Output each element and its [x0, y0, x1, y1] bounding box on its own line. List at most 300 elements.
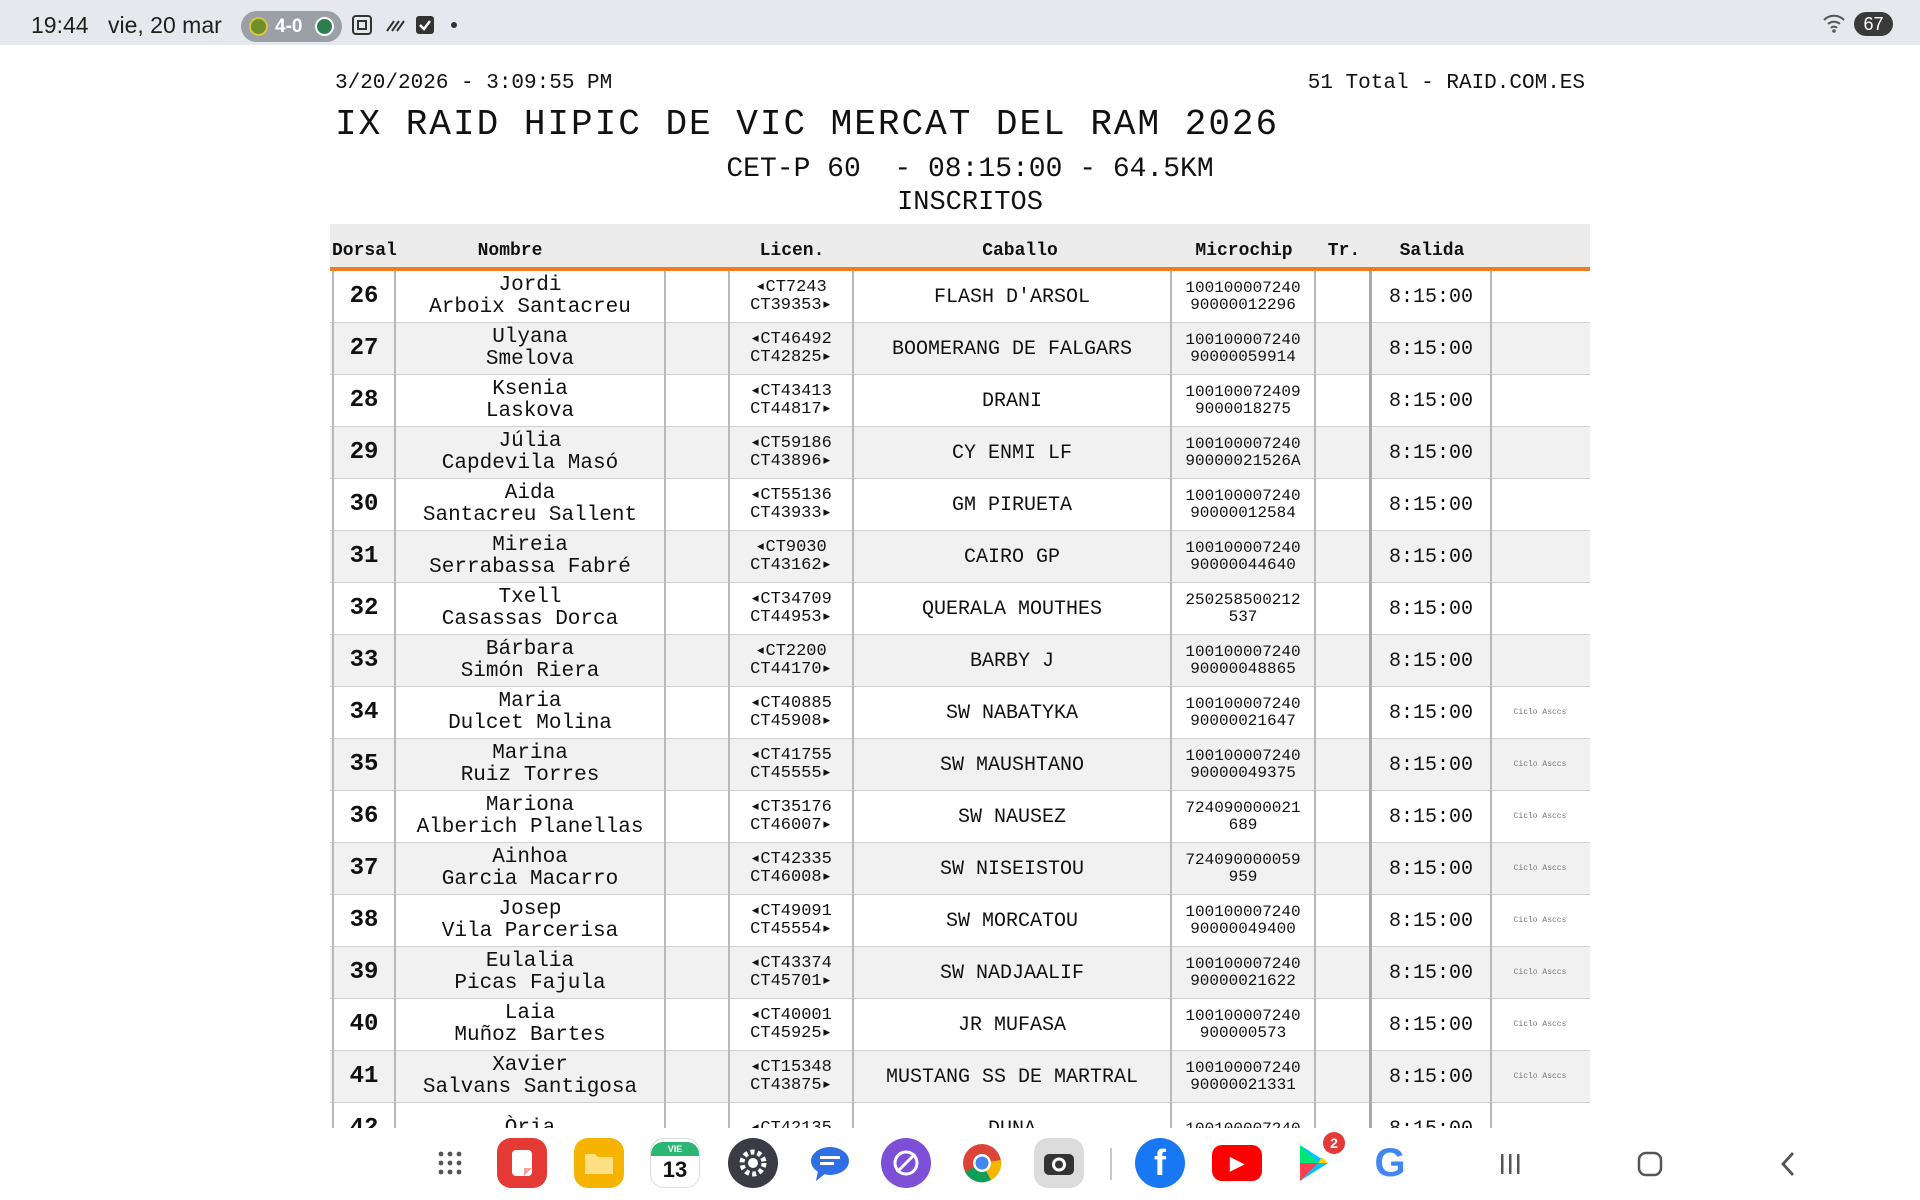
team-home-crest-icon — [249, 17, 268, 36]
microchip-line-2: 90000049375 — [1190, 764, 1296, 782]
note-cell — [1492, 271, 1588, 323]
microchip-line-2: 90000059914 — [1190, 348, 1296, 366]
horse-cell — [854, 895, 1172, 947]
microchip-cell — [1172, 895, 1316, 947]
horse-cell — [854, 791, 1172, 843]
license-cell — [730, 375, 854, 427]
table-row — [330, 271, 1590, 323]
rider-first-name: Marina — [492, 741, 568, 765]
rider-last-name: Smelova — [485, 348, 575, 371]
start-time-cell — [1372, 791, 1492, 843]
horse-name: SW NISEISTOU — [939, 857, 1085, 881]
dorsal-cell — [332, 375, 396, 427]
horse-cell — [854, 687, 1172, 739]
note-cell — [1492, 531, 1588, 583]
note-cell — [1492, 687, 1588, 739]
table-row — [330, 635, 1590, 687]
tr-cell — [1316, 375, 1372, 427]
microchip-line-1: 100100007240 — [1185, 695, 1301, 714]
tr-cell — [1316, 271, 1372, 323]
start-time-cell — [1372, 427, 1492, 479]
table-row — [330, 843, 1590, 895]
settings-app-icon[interactable] — [728, 1138, 778, 1188]
dorsal-number: 35 — [349, 751, 379, 779]
calendar-date-label: 13 — [662, 1157, 688, 1182]
microchip-line-1: 100100007240 — [1185, 331, 1301, 350]
start-time: 8:15:00 — [1388, 805, 1473, 829]
header-salida: Salida — [1399, 241, 1465, 261]
empty-cell — [666, 531, 730, 583]
table-row — [330, 895, 1590, 947]
horse-license: CT45554▸ — [750, 920, 832, 939]
stylus-icon — [384, 13, 408, 37]
horse-cell — [854, 999, 1172, 1051]
microchip-line-1: 100100007240 — [1185, 643, 1301, 662]
microchip-line-1: 100100072409 — [1185, 383, 1301, 402]
microchip-line-1: 100100007240 — [1185, 435, 1301, 454]
note-cell — [1492, 999, 1588, 1051]
horse-license: CT43896▸ — [750, 452, 832, 471]
empty-cell — [666, 323, 730, 375]
license-cell — [730, 583, 854, 635]
horse-cell — [854, 271, 1172, 323]
dorsal-number: 29 — [349, 439, 379, 467]
dorsal-number: 27 — [349, 335, 379, 363]
youtube-app-icon[interactable]: ▶ — [1212, 1145, 1262, 1181]
more-notifications-dot-icon — [450, 13, 458, 37]
note-cell — [1492, 479, 1588, 531]
dock-divider — [1110, 1148, 1112, 1180]
rider-name-cell — [396, 687, 666, 739]
start-time: 8:15:00 — [1388, 649, 1473, 673]
microchip-cell — [1172, 479, 1316, 531]
dorsal-cell — [332, 479, 396, 531]
horse-name: DRANI — [981, 389, 1042, 413]
note-text: Ciclo Asccs — [1513, 915, 1567, 925]
microchip-line-2: 90000012296 — [1190, 296, 1296, 314]
rider-last-name: Serrabassa Fabré — [429, 556, 631, 579]
microchip-line-2: 90000012584 — [1190, 504, 1296, 522]
dorsal-cell — [332, 739, 396, 791]
rider-last-name: Arboix Santacreu — [429, 296, 631, 319]
rider-last-name: Vila Parcerisa — [441, 920, 619, 943]
start-time-cell — [1372, 999, 1492, 1051]
license-cell — [730, 843, 854, 895]
start-time: 8:15:00 — [1388, 441, 1473, 465]
table-row — [330, 791, 1590, 843]
microchip-line-1: 100100007240 — [1185, 903, 1301, 922]
rider-license: ◂CT42335 — [750, 850, 832, 870]
status-date: vie, 20 mar — [108, 12, 222, 38]
rider-first-name: Ainhoa — [492, 845, 568, 869]
license-cell — [730, 323, 854, 375]
rider-license: ◂CT41755 — [750, 746, 832, 766]
rider-name-cell — [396, 895, 666, 947]
dorsal-number: 37 — [349, 855, 379, 883]
start-time: 8:15:00 — [1388, 337, 1473, 361]
dorsal-cell — [332, 895, 396, 947]
table-header — [330, 224, 1590, 271]
tr-cell — [1316, 323, 1372, 375]
tr-cell — [1316, 1051, 1372, 1103]
dorsal-cell — [332, 583, 396, 635]
rider-name-cell — [396, 531, 666, 583]
horse-name: SW NAUSEZ — [957, 805, 1067, 829]
horse-license: CT44170▸ — [750, 660, 832, 679]
horse-license: CT45908▸ — [750, 712, 832, 731]
calendar-app-icon[interactable] — [650, 1138, 700, 1188]
rider-last-name: Garcia Macarro — [441, 868, 619, 891]
dorsal-cell — [332, 271, 396, 323]
header-caballo: Caballo — [982, 241, 1058, 261]
dorsal-number: 34 — [349, 699, 379, 727]
dorsal-cell — [332, 843, 396, 895]
license-cell — [730, 947, 854, 999]
microchip-line-2: 90000048865 — [1190, 660, 1296, 678]
horse-license: CT43933▸ — [750, 504, 832, 523]
license-cell — [730, 479, 854, 531]
rider-last-name: Ruiz Torres — [460, 764, 600, 787]
dorsal-number: 39 — [349, 959, 379, 987]
dorsal-cell — [332, 999, 396, 1051]
start-time: 8:15:00 — [1388, 753, 1473, 777]
empty-cell — [666, 583, 730, 635]
empty-cell — [666, 999, 730, 1051]
note-cell — [1492, 427, 1588, 479]
microchip-line-1: 100100007240 — [1185, 487, 1301, 506]
table-row — [330, 947, 1590, 999]
empty-cell — [666, 1051, 730, 1103]
license-cell — [730, 635, 854, 687]
license-cell — [730, 999, 854, 1051]
rider-name-cell — [396, 479, 666, 531]
tr-cell — [1316, 999, 1372, 1051]
microchip-cell — [1172, 531, 1316, 583]
dorsal-number: 28 — [349, 387, 379, 415]
microchip-cell — [1172, 687, 1316, 739]
start-time-cell — [1372, 479, 1492, 531]
horse-cell — [854, 1051, 1172, 1103]
rider-last-name: Santacreu Sallent — [422, 504, 638, 527]
dorsal-cell — [332, 687, 396, 739]
horse-name: CAIRO GP — [963, 545, 1060, 569]
dorsal-cell — [332, 947, 396, 999]
play-store-badge: 2 — [1323, 1132, 1345, 1154]
dorsal-number: 26 — [349, 283, 379, 311]
empty-cell — [666, 479, 730, 531]
microchip-cell — [1172, 583, 1316, 635]
license-cell — [730, 791, 854, 843]
recents-icon[interactable] — [1498, 1148, 1522, 1180]
horse-license: CT44953▸ — [750, 608, 832, 627]
microchip-line-1: 250258500212 — [1185, 591, 1301, 610]
screenshot-icon — [350, 13, 374, 37]
license-cell — [730, 687, 854, 739]
note-cell — [1492, 635, 1588, 687]
rider-name-cell — [396, 583, 666, 635]
start-time: 8:15:00 — [1388, 701, 1473, 725]
microchip-line-1: 724090000059 — [1185, 851, 1301, 870]
microchip-cell — [1172, 427, 1316, 479]
empty-cell — [666, 635, 730, 687]
microchip-line-2: 90000021622 — [1190, 972, 1296, 990]
note-text: Ciclo Asccs — [1513, 811, 1567, 821]
battery-indicator: 67 — [1854, 12, 1893, 36]
back-icon[interactable] — [1776, 1148, 1800, 1180]
license-cell — [730, 895, 854, 947]
app-drawer-icon[interactable] — [425, 1138, 475, 1188]
horse-name: JR MUFASA — [957, 1013, 1067, 1037]
horse-license: CT39353▸ — [750, 296, 832, 315]
tr-cell — [1316, 687, 1372, 739]
empty-cell — [666, 375, 730, 427]
dorsal-number: 33 — [349, 647, 379, 675]
start-time: 8:15:00 — [1388, 961, 1473, 985]
horse-cell — [854, 323, 1172, 375]
horse-cell — [854, 375, 1172, 427]
microchip-line-2: 90000021647 — [1190, 712, 1296, 730]
live-score-pill[interactable] — [241, 11, 342, 42]
empty-cell — [666, 427, 730, 479]
notes-app-icon[interactable] — [497, 1138, 547, 1188]
rider-last-name: Dulcet Molina — [448, 712, 612, 735]
rider-first-name: Ksenia — [492, 377, 568, 401]
horse-name: CY ENMI LF — [951, 441, 1073, 465]
microchip-line-1: 100100007240 — [1185, 1007, 1301, 1026]
horse-name: GM PIRUETA — [951, 493, 1073, 517]
rider-name-cell — [396, 947, 666, 999]
horse-license: CT44817▸ — [750, 400, 832, 419]
google-app-icon[interactable]: G — [1374, 1140, 1406, 1185]
start-time-cell — [1372, 843, 1492, 895]
rider-first-name: Xavier — [492, 1053, 568, 1077]
rider-first-name: Mireia — [492, 533, 568, 557]
microchip-line-1: 100100007240 — [1185, 747, 1301, 766]
horse-cell — [854, 739, 1172, 791]
wifi-icon — [1822, 14, 1846, 39]
rider-last-name: Muñoz Bartes — [454, 1024, 606, 1047]
horse-name: BOOMERANG DE FALGARS — [891, 337, 1133, 361]
horse-cell — [854, 583, 1172, 635]
license-cell — [730, 427, 854, 479]
category-subtitle: CET-P 60 - 08:15:00 - 64.5KM — [726, 154, 1214, 185]
camera-app-icon[interactable] — [1034, 1138, 1084, 1188]
start-time: 8:15:00 — [1388, 545, 1473, 569]
rider-license: ◂CT35176 — [750, 798, 832, 818]
files-app-icon[interactable] — [574, 1138, 624, 1188]
report-timestamp: 3/20/2026 - 3:09:55 PM — [335, 72, 613, 95]
dorsal-number: 32 — [349, 595, 379, 623]
rider-first-name: Mariona — [485, 793, 575, 817]
horse-name: SW MORCATOU — [945, 909, 1079, 933]
license-cell — [730, 1051, 854, 1103]
rider-license: ◂CT49091 — [750, 902, 832, 922]
status-time: 19:44 — [31, 12, 89, 38]
rider-first-name: Jordi — [498, 273, 562, 297]
dorsal-cell — [332, 635, 396, 687]
rider-license: ◂CT9030 — [755, 538, 827, 558]
taskbar — [0, 1128, 1920, 1200]
microchip-cell — [1172, 323, 1316, 375]
start-time: 8:15:00 — [1388, 1013, 1473, 1037]
note-cell — [1492, 375, 1588, 427]
table-row — [330, 999, 1590, 1051]
note-text: Ciclo Asccs — [1513, 707, 1567, 717]
note-text: Ciclo Asccs — [1513, 967, 1567, 977]
note-text: Ciclo Asccs — [1513, 1019, 1567, 1029]
start-time: 8:15:00 — [1388, 909, 1473, 933]
note-cell — [1492, 895, 1588, 947]
empty-cell — [666, 687, 730, 739]
start-time-cell — [1372, 1051, 1492, 1103]
rider-first-name: Txell — [498, 585, 562, 609]
rider-last-name: Laskova — [485, 400, 575, 423]
microchip-cell — [1172, 739, 1316, 791]
table-row — [330, 687, 1590, 739]
messages-app-icon[interactable] — [805, 1138, 855, 1188]
horse-license: CT45555▸ — [750, 764, 832, 783]
tr-cell — [1316, 583, 1372, 635]
tr-cell — [1316, 947, 1372, 999]
dorsal-number: 30 — [349, 491, 379, 519]
microchip-line-2: 900000573 — [1199, 1024, 1287, 1042]
rider-license: ◂CT2200 — [755, 642, 827, 662]
start-time: 8:15:00 — [1388, 597, 1473, 621]
calendar-day-label: VIE — [651, 1142, 699, 1156]
table-row — [330, 1051, 1590, 1103]
start-time-cell — [1372, 895, 1492, 947]
horse-license: CT43162▸ — [750, 556, 832, 575]
microchip-cell — [1172, 635, 1316, 687]
rider-license: ◂CT59186 — [750, 434, 832, 454]
start-time-cell — [1372, 375, 1492, 427]
table-row — [330, 739, 1590, 791]
header-tr: Tr. — [1327, 241, 1361, 261]
table-row — [330, 479, 1590, 531]
start-time-cell — [1372, 583, 1492, 635]
start-time: 8:15:00 — [1388, 493, 1473, 517]
dorsal-cell — [332, 531, 396, 583]
start-time: 8:15:00 — [1388, 1065, 1473, 1089]
home-icon[interactable] — [1636, 1148, 1664, 1180]
start-time: 8:15:00 — [1388, 285, 1473, 309]
empty-cell — [666, 947, 730, 999]
rider-first-name: Aida — [504, 481, 556, 505]
horse-cell — [854, 531, 1172, 583]
empty-cell — [666, 271, 730, 323]
microchip-cell — [1172, 271, 1316, 323]
horse-name: QUERALA MOUTHES — [921, 597, 1103, 621]
tr-cell — [1316, 739, 1372, 791]
microchip-line-2: 689 — [1228, 816, 1258, 834]
browser-app-icon[interactable] — [881, 1138, 931, 1188]
microchip-line-1: 100100007240 — [1185, 539, 1301, 558]
rider-license: ◂CT34709 — [750, 590, 832, 610]
microchip-cell — [1172, 843, 1316, 895]
facebook-app-icon[interactable]: f — [1135, 1138, 1185, 1188]
dorsal-number: 40 — [349, 1011, 379, 1039]
dorsal-cell — [332, 323, 396, 375]
microchip-line-1: 100100007240 — [1185, 1059, 1301, 1078]
rider-first-name: Júlia — [498, 429, 562, 453]
note-cell — [1492, 947, 1588, 999]
horse-cell — [854, 427, 1172, 479]
horse-name: MUSTANG SS DE MARTRAL — [885, 1065, 1139, 1089]
horse-name: SW NABATYKA — [945, 701, 1079, 725]
chrome-app-icon[interactable] — [957, 1138, 1007, 1188]
dorsal-number: 31 — [349, 543, 379, 571]
start-time-cell — [1372, 947, 1492, 999]
note-text: Ciclo Asccs — [1513, 1071, 1567, 1081]
header-nombre: Nombre — [477, 241, 543, 261]
start-time-cell — [1372, 687, 1492, 739]
horse-cell — [854, 635, 1172, 687]
license-cell — [730, 271, 854, 323]
license-cell — [730, 739, 854, 791]
play-store-app-icon[interactable] — [1289, 1135, 1339, 1188]
microchip-line-2: 959 — [1228, 868, 1258, 886]
rider-first-name: Ulyana — [492, 325, 568, 349]
microchip-line-1: 100100007240 — [1185, 279, 1301, 298]
microchip-line-2: 90000021526A — [1185, 452, 1301, 470]
microchip-cell — [1172, 375, 1316, 427]
rider-last-name: Picas Fajula — [454, 972, 606, 995]
horse-cell — [854, 479, 1172, 531]
microchip-cell — [1172, 791, 1316, 843]
start-time-cell — [1372, 739, 1492, 791]
team-away-crest-icon — [315, 17, 334, 36]
live-score: 4-0 — [275, 16, 303, 37]
report-total: 51 Total - RAID.COM.ES — [1307, 72, 1585, 95]
tr-cell — [1316, 843, 1372, 895]
rider-last-name: Salvans Santigosa — [422, 1076, 638, 1099]
empty-cell — [666, 739, 730, 791]
rider-name-cell — [396, 791, 666, 843]
microchip-line-2: 90000044640 — [1190, 556, 1296, 574]
tr-cell — [1316, 635, 1372, 687]
horse-license: CT45701▸ — [750, 972, 832, 991]
rider-name-cell — [396, 427, 666, 479]
rider-license: ◂CT15348 — [750, 1058, 832, 1078]
microchip-line-1: 100100007240 — [1185, 955, 1301, 974]
rider-license: ◂CT55136 — [750, 486, 832, 506]
rider-license: ◂CT40001 — [750, 1006, 832, 1026]
rider-last-name: Casassas Dorca — [441, 608, 619, 631]
dorsal-number: 38 — [349, 907, 379, 935]
start-list-document — [330, 68, 1590, 1128]
microchip-line-2: 90000021331 — [1190, 1076, 1296, 1094]
table-row — [330, 427, 1590, 479]
note-cell — [1492, 843, 1588, 895]
rider-first-name: Eulalia — [485, 949, 575, 973]
dorsal-cell — [332, 1051, 396, 1103]
note-cell — [1492, 739, 1588, 791]
checkbox-notification-icon — [414, 13, 436, 37]
tr-cell — [1316, 479, 1372, 531]
horse-license: CT46007▸ — [750, 816, 832, 835]
rider-last-name: Capdevila Masó — [441, 452, 619, 475]
note-cell — [1492, 1051, 1588, 1103]
status-bar — [0, 0, 1920, 45]
license-cell — [730, 531, 854, 583]
microchip-line-2: 9000018275 — [1194, 400, 1291, 418]
rider-license: ◂CT46492 — [750, 330, 832, 350]
horse-cell — [854, 947, 1172, 999]
dorsal-cell — [332, 791, 396, 843]
entries-table — [330, 224, 1590, 1155]
table-row — [330, 531, 1590, 583]
header-microchip: Microchip — [1195, 241, 1293, 261]
